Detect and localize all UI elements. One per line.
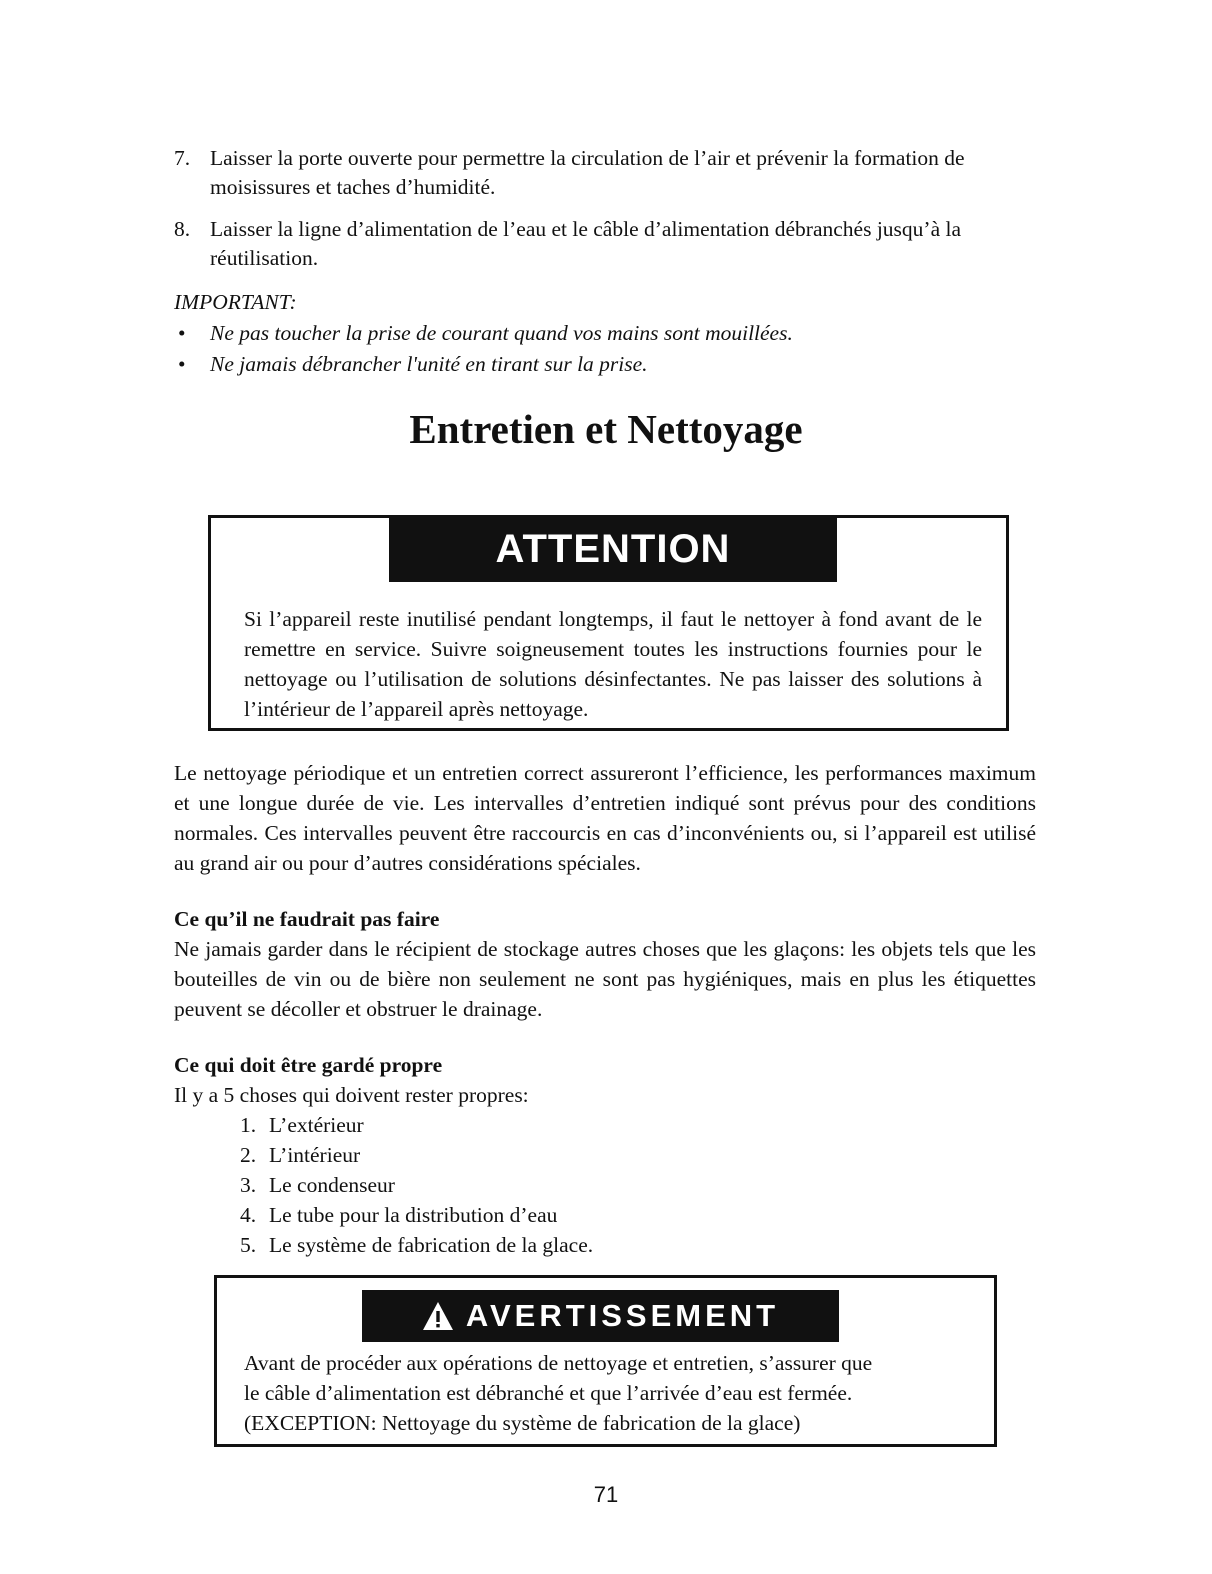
warning-label: AVERTISSEMENT	[465, 1298, 780, 1333]
item-text: Le système de fabrication de la glace.	[269, 1233, 594, 1257]
step-number: 7.	[174, 146, 191, 170]
list-item	[172, 144, 1032, 202]
list-item	[240, 1140, 593, 1170]
item-text: L’extérieur	[269, 1113, 364, 1137]
list-item	[240, 1200, 593, 1230]
steps-list	[172, 144, 1032, 286]
bullet-icon: •	[178, 321, 186, 345]
list-item	[172, 318, 1032, 349]
item-number: 3.	[240, 1173, 257, 1197]
clean-intro: Il y a 5 choses qui doivent rester propres:	[174, 1083, 529, 1107]
step-text: Laisser la porte ouverte pour permettre la circulation de l’air et prévenir la formation de moisissures et taches d’humidité.	[210, 146, 965, 199]
list-item	[240, 1110, 593, 1140]
warning-line: (EXCEPTION: Nettoyage du système de fabrication de la glace)	[244, 1411, 801, 1435]
important-title: IMPORTANT:	[174, 290, 297, 314]
clean-heading: Ce qui doit être gardé propre	[174, 1053, 443, 1077]
list-item	[172, 349, 1032, 380]
warning-line: Avant de procéder aux opérations de nettoyage et entretien, s’assurer que	[244, 1351, 873, 1375]
important-note	[172, 287, 1032, 380]
dont-paragraph: Ne jamais garder dans le récipient de stockage autres choses que les glaçons: les objets tels que les bouteilles de vin ou de bière non seulement ne sont pas hygiéniques, mais en plus les étiquettes peuvent se décoller et obstruer le drainage.	[174, 937, 1036, 1021]
intro-paragraph: Le nettoyage périodique et un entretien correct assureront l’efficience, les performances maximum et une longue durée de vie. Les intervalles d’entretien indiqué sont prévus pour des conditions normales. Ces intervalles peuvent être raccourcis en cas d’inconvénients ou, si l’appareil est utilisé au grand air ou pour d’autres considérations spéciales.	[174, 761, 1036, 875]
item-number: 4.	[240, 1203, 257, 1227]
page-number: 71	[593, 1482, 619, 1507]
step-text: Laisser la ligne d’alimentation de l’eau et le câble d’alimentation débranchés jusqu’à la réutilisation.	[210, 217, 961, 270]
attention-text: Si l’appareil reste inutilisé pendant longtemps, il faut le nettoyer à fond avant de le remettre en service. Suivre soigneusement toutes les instructions fournies pour le nettoyage ou l’utilisation de solutions désinfectantes. Ne pas laisser des solutions à l’intérieur de l’appareil après nettoyage.	[244, 607, 982, 721]
item-text: Le tube pour la distribution d’eau	[269, 1203, 558, 1227]
list-item	[240, 1230, 593, 1260]
important-item-text: Ne pas toucher la prise de courant quand vos mains sont mouillées.	[210, 321, 793, 345]
important-item-text: Ne jamais débrancher l'unité en tirant sur la prise.	[210, 352, 648, 376]
clean-list	[240, 1110, 593, 1260]
section-title: Entretien et Nettoyage	[409, 406, 803, 452]
bullet-icon: •	[178, 352, 186, 376]
list-item	[240, 1170, 593, 1200]
warning-triangle-icon	[422, 1301, 454, 1331]
item-number: 2.	[240, 1143, 257, 1167]
item-text: Le condenseur	[269, 1173, 395, 1197]
item-number: 1.	[240, 1113, 257, 1137]
warning-banner	[362, 1290, 839, 1342]
item-text: L’intérieur	[269, 1143, 361, 1167]
item-number: 5.	[240, 1233, 257, 1257]
dont-heading: Ce qu’il ne faudrait pas faire	[174, 907, 440, 931]
attention-label: ATTENTION	[389, 516, 837, 582]
warning-text	[244, 1348, 974, 1438]
attention-box	[208, 515, 1009, 731]
warning-box	[214, 1275, 997, 1447]
warning-line: le câble d’alimentation est débranché et que l’arrivée d’eau est fermée.	[244, 1381, 853, 1405]
list-item	[172, 215, 1032, 273]
step-number: 8.	[174, 217, 191, 241]
